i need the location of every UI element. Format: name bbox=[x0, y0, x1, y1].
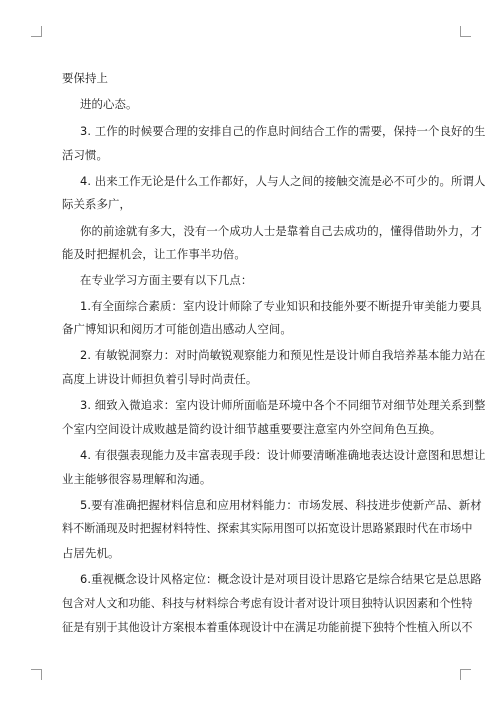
text-line: 3. 工作的时候要合理的安排自己的作息时间结合工作的需要，保持一个良好的生 bbox=[80, 124, 486, 138]
text-line: 能及时把握机会，让工作事半功倍。 bbox=[62, 247, 246, 261]
text-line: 6.重视概念设计风格定位：概念设计是对项目设计思路它是综合结果它是总思路 bbox=[80, 572, 482, 586]
text-line: 要保持上 bbox=[62, 71, 108, 85]
text-line: 进的心态。 bbox=[80, 97, 138, 111]
text-line: 料不断涌现及时把握材料特性、探索其实际用图可以拓宽设计思路紧跟时代在市场中 bbox=[62, 522, 473, 535]
text-line: 际关系多广， bbox=[62, 197, 131, 211]
text-line: 3. 细致入微追求：室内设计师所面临是环境中各个不同细节对细节处理关系到整 bbox=[80, 398, 486, 412]
text-line: 在专业学习方面主要有以下几点： bbox=[80, 273, 253, 287]
text-line: 4. 出来工作无论是什么工作都好，人与人之间的接触交流是必不可少的。所谓人 bbox=[80, 174, 486, 188]
text-line: 5.要有准确把握材料信息和应用材料能力：市场发展、科技进步使新产品、新材 bbox=[80, 498, 482, 512]
text-line: 业主能够很容易理解和沟通。 bbox=[62, 472, 212, 486]
text-line: 你的前途就有多大，没有一个成功人士是靠着自己去成功的，懂得借助外力，才 bbox=[80, 224, 483, 238]
text-line: 包含对人文和功能、科技与材料综合考虑有设计者对设计项目独特认识因素和个性特 bbox=[62, 597, 473, 610]
text-line: 1.有全面综合素质：室内设计师除了专业知识和技能外要不断提升审美能力要具 bbox=[80, 299, 482, 313]
text-line: 4. 有很强表现能力及丰富表现手段：设计师要清晰准确地表达设计意图和思想让 bbox=[80, 448, 486, 462]
text-line: 活习惯。 bbox=[62, 148, 108, 162]
text-line: 个室内空间设计成败越是简约设计细节越重要要注意室内外空间角色互换。 bbox=[62, 422, 442, 436]
text-line: 占居先机。 bbox=[62, 546, 120, 560]
text-line: 备广博知识和阅历才可能创造出感动人空间。 bbox=[62, 322, 292, 336]
text-line: 征是有别于其他设计方案根本着重体现设计中在满足功能前提下独特个性植入所以不 bbox=[62, 621, 473, 634]
text-line: 高度上讲设计师担负着引导时尚责任。 bbox=[62, 372, 258, 386]
text-line: 2. 有敏锐洞察力：对时尚敏锐观察能力和预见性是设计师自我培养基本能力站在 bbox=[80, 348, 486, 362]
